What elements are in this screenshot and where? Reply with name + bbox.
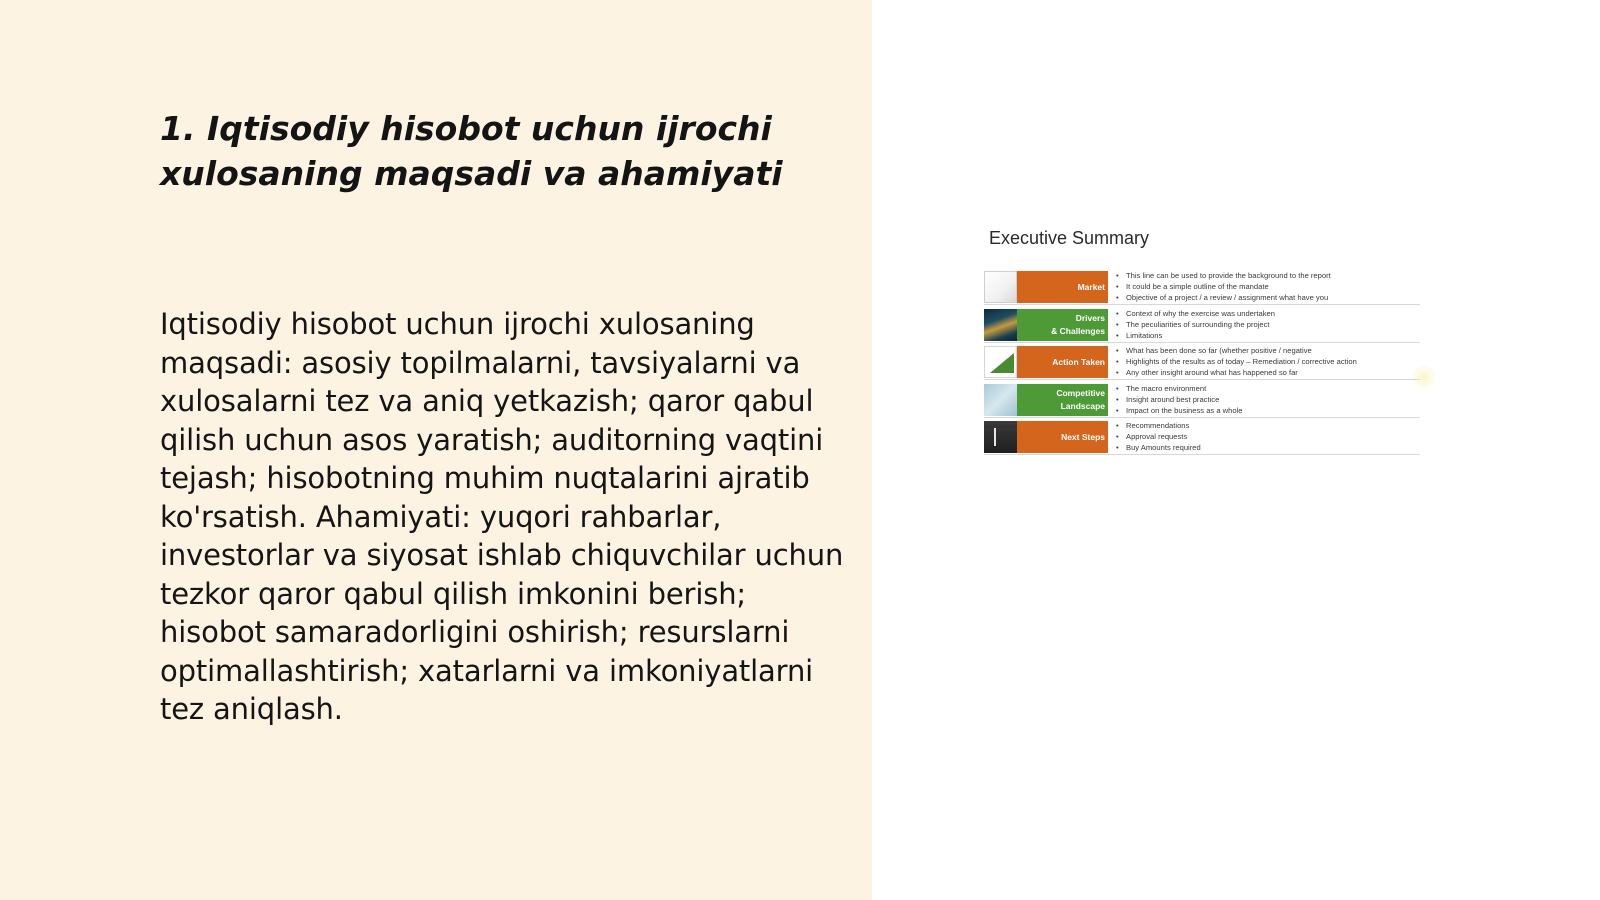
summary-row-drivers <box>984 308 1420 343</box>
bullet-item: • Buy Amounts required <box>1116 442 1416 453</box>
drivers-label-text-2: & Challenges <box>1051 325 1105 336</box>
bullet-item: • Any other insight around what has happened so far <box>1116 367 1416 378</box>
market-thumbnail <box>984 271 1017 303</box>
market-bullet-list <box>1116 270 1416 303</box>
action-bullet-list <box>1116 345 1416 378</box>
competitive-bullet-list <box>1116 383 1416 416</box>
executive-summary-rows <box>984 270 1420 458</box>
bullet-item: • This line can be used to provide the background to the report <box>1116 270 1416 281</box>
drivers-thumbnail <box>984 309 1017 341</box>
bullet-item: • Approval requests <box>1116 431 1416 442</box>
next-steps-label <box>1017 421 1108 453</box>
summary-row-action <box>984 345 1420 380</box>
next-steps-label-text: Next Steps <box>1061 431 1105 442</box>
bullet-item: • Recommendations <box>1116 420 1416 431</box>
next-steps-bullet-list <box>1116 420 1416 453</box>
next-steps-thumbnail <box>984 421 1017 453</box>
growth-chart-icon <box>990 353 1014 373</box>
cursor-highlight <box>1411 364 1437 390</box>
bullet-item: • Impact on the business as a whole <box>1116 405 1416 416</box>
summary-row-competitive <box>984 383 1420 418</box>
market-label-text: Market <box>1077 281 1105 292</box>
bullet-item: • The peculiarities of surrounding the project <box>1116 319 1416 330</box>
competitive-label-text-1: Competitive <box>1056 387 1105 398</box>
bullet-item: • Highlights of the results as of today – Remediation / corrective action <box>1116 356 1416 367</box>
bullet-item: • Objective of a project / a review / assignment what have you <box>1116 292 1416 303</box>
summary-row-market <box>984 270 1420 305</box>
competitive-label <box>1017 384 1108 416</box>
person-icon <box>994 428 996 446</box>
summary-row-next-steps <box>984 420 1420 455</box>
competitive-label-text-2: Landscape <box>1060 400 1105 411</box>
action-label-text: Action Taken <box>1052 356 1105 367</box>
action-thumbnail <box>984 346 1017 378</box>
bullet-item: • Limitations <box>1116 330 1416 341</box>
competitive-thumbnail <box>984 384 1017 416</box>
bullet-item: • What has been done so far (whether positive / negative <box>1116 345 1416 356</box>
executive-summary-title: Executive Summary <box>989 228 1150 248</box>
bullet-item: • Context of why the exercise was undertaken <box>1116 308 1416 319</box>
drivers-label-text-1: Drivers <box>1075 312 1105 323</box>
bullet-item: • Insight around best practice <box>1116 394 1416 405</box>
drivers-label <box>1017 309 1108 341</box>
slide-body-text: Iqtisodiy hisobot uchun ijrochi xulosaning maqsadi: asosiy topilmalarni, tavsiyalarni va xulosalarni tez va aniq yetkazish; qaror qabul qilish uchun asos yaratish; auditorning vaqtini tejash; hisobotning muhim nuqtalarini ajratib ko'rsatish. Ahamiyati: yuqori rahbarlar, investorlar va siyosat ishlab chiquvchilar uchun tezkor qaror qabul qilish imkonini berish; hisobot samaradorligini oshirish; resurslarni optimallashtirish; xatarlarni va imkoniyatlarni tez aniqlash. <box>160 307 844 726</box>
drivers-bullet-list <box>1116 308 1416 341</box>
bullet-item: • The macro environment <box>1116 383 1416 394</box>
executive-summary-image <box>980 224 1420 454</box>
action-label <box>1017 346 1108 378</box>
bullet-item: • It could be a simple outline of the mandate <box>1116 281 1416 292</box>
slide-title: 1. Iqtisodiy hisobot uchun ijrochi xulosaning maqsadi va ahamiyati <box>160 109 783 193</box>
market-label <box>1017 271 1108 303</box>
